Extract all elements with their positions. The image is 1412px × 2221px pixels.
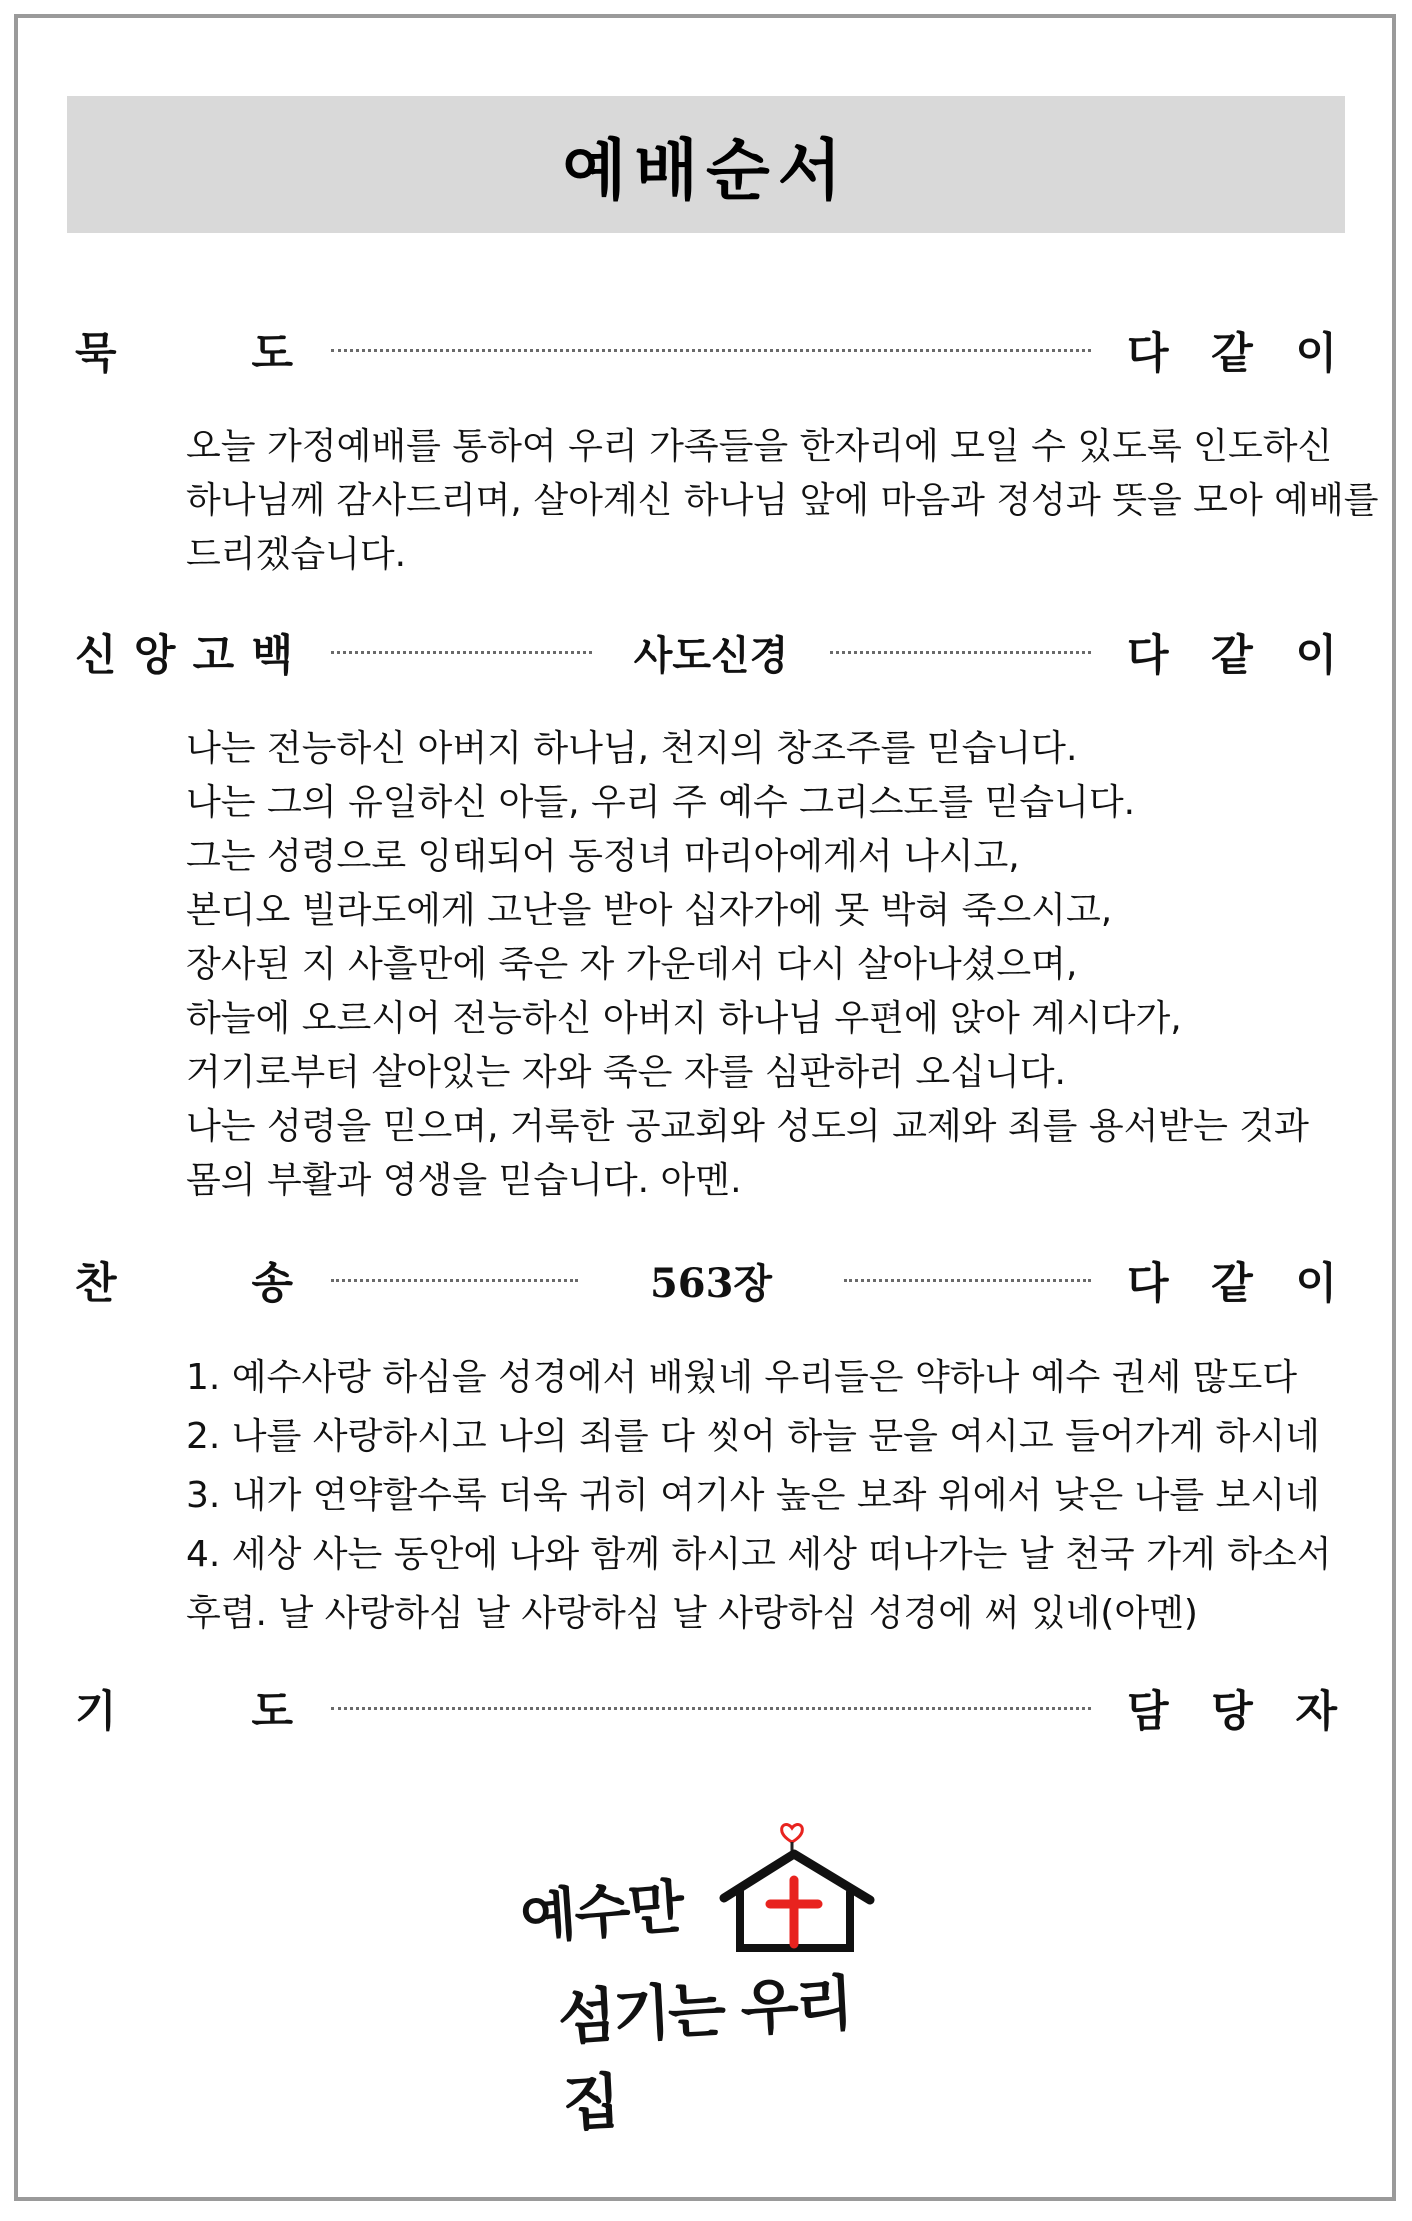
label-char: 기 — [75, 1686, 117, 1737]
label-char: 도 — [251, 1686, 293, 1737]
creed-name: 사도신경 — [633, 632, 789, 679]
text-line: 2. 나를 사랑하시고 나의 죄를 다 씻어 하늘 문을 여시고 들어가게 하시네 — [186, 1416, 1320, 1457]
logo-text-line1: 예수만 — [518, 1872, 685, 1952]
text-line: 하나님께 감사드리며, 살아계신 하나님 앞에 마음과 정성과 뜻을 모아 예배를 — [186, 480, 1379, 521]
order-row-prayer — [75, 1678, 1337, 1738]
text-line: 드리겠습니다. — [186, 534, 407, 575]
performer — [1127, 1678, 1337, 1739]
dotted-leader — [331, 1707, 1091, 1710]
label-char: 찬 — [75, 1258, 117, 1309]
text-line: 1. 예수사랑 하심을 성경에서 배웠네 우리들은 약하나 예수 권세 많도다 — [186, 1357, 1298, 1398]
performer-char: 다 — [1127, 1258, 1169, 1309]
page-title: 예배순서 — [562, 132, 850, 209]
performer-char: 이 — [1295, 1258, 1337, 1309]
hymn-number: 563장 — [649, 1259, 773, 1307]
performer-char: 자 — [1295, 1686, 1337, 1737]
text-line: 나는 성령을 믿으며, 거룩한 공교회와 성도의 교제와 죄를 용서받는 것과 — [186, 1106, 1309, 1147]
label-char: 앙 — [133, 630, 176, 681]
performer-char: 담 — [1127, 1686, 1169, 1737]
dotted-leader — [331, 349, 1091, 352]
performer-char: 같 — [1211, 1258, 1253, 1309]
label-char: 신 — [75, 630, 117, 681]
performer-char: 다 — [1127, 630, 1169, 681]
hymn-lyrics — [186, 1348, 1332, 1643]
text-line: 본디오 빌라도에게 고난을 받아 십자가에 못 박혀 죽으시고, — [186, 890, 1113, 931]
order-row-hymn — [75, 1250, 1337, 1310]
text-line: 4. 세상 사는 동안에 나와 함께 하시고 세상 떠나가는 날 천국 가게 하소서 — [186, 1534, 1332, 1575]
label-char: 도 — [251, 328, 293, 379]
text-line: 후렴. 날 사랑하심 날 사랑하심 날 사랑하심 성경에 써 있네(아멘) — [186, 1593, 1198, 1634]
performer-char: 같 — [1211, 328, 1253, 379]
text-line: 오늘 가정예배를 통하여 우리 가족들을 한자리에 모일 수 있도록 인도하신 — [186, 426, 1333, 467]
label-char: 백 — [251, 630, 293, 681]
order-label — [75, 622, 293, 683]
performer-char: 이 — [1295, 630, 1337, 681]
performer-char: 같 — [1211, 630, 1253, 681]
label-char: 송 — [251, 1258, 293, 1309]
order-label — [75, 1250, 293, 1311]
label-char: 고 — [192, 630, 235, 681]
text-line: 하늘에 오르시어 전능하신 아버지 하나님 우편에 앉아 계시다가, — [186, 998, 1182, 1039]
dotted-leader — [331, 651, 592, 654]
heart-icon — [782, 1825, 803, 1842]
performer-char: 다 — [1127, 328, 1169, 379]
title-banner — [67, 96, 1345, 233]
dotted-leader — [844, 1279, 1091, 1282]
text-line: 몸의 부활과 영생을 믿습니다. 아멘. — [186, 1160, 742, 1201]
logo-text-line2: 섬기는 우리집 — [556, 1968, 853, 2140]
performer — [1127, 320, 1337, 381]
text-line: 3. 내가 연약할수록 더욱 귀히 여기사 높은 보좌 위에서 낮은 나를 보시네 — [186, 1475, 1320, 1516]
performer-char: 당 — [1211, 1686, 1253, 1737]
text-line: 그는 성령으로 잉태되어 동정녀 마리아에게서 나시고, — [186, 836, 1020, 877]
silent-prayer-text — [186, 420, 1379, 582]
dotted-leader — [830, 651, 1091, 654]
text-line: 거기로부터 살아있는 자와 죽은 자를 심판하러 오십니다. — [186, 1052, 1066, 1093]
performer — [1127, 622, 1337, 683]
order-label — [75, 1678, 293, 1739]
dotted-leader — [331, 1279, 578, 1282]
creed-text — [186, 722, 1309, 1208]
order-label — [75, 320, 293, 381]
order-row-creed — [75, 622, 1337, 682]
text-line: 나는 그의 유일하신 아들, 우리 주 예수 그리스도를 믿습니다. — [186, 782, 1136, 823]
order-row-silent-prayer — [75, 320, 1337, 380]
label-char: 묵 — [75, 328, 117, 379]
family-logo — [518, 1820, 900, 2140]
text-line: 나는 전능하신 아버지 하나님, 천지의 창조주를 믿습니다. — [186, 728, 1078, 769]
house-cross-icon — [710, 1820, 890, 1960]
text-line: 장사된 지 사흘만에 죽은 자 가운데서 다시 살아나셨으며, — [186, 944, 1078, 985]
performer — [1127, 1250, 1337, 1311]
performer-char: 이 — [1295, 328, 1337, 379]
